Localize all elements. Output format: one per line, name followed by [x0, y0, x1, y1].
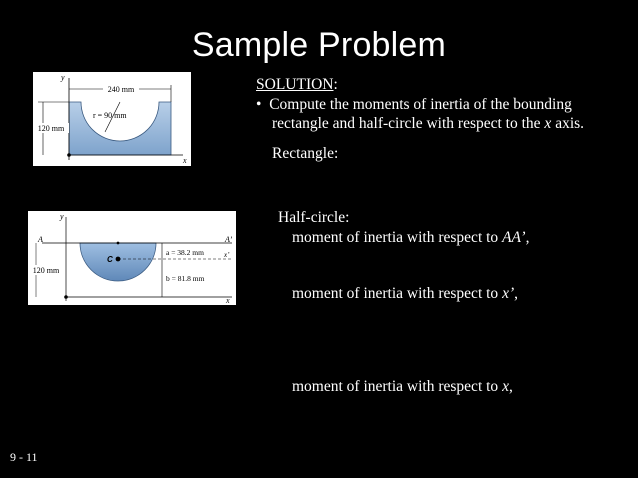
fig2-height-label: 120 mm	[32, 266, 60, 275]
fig2-x-label: x	[226, 296, 230, 305]
bullet-line-1: • Compute the moments of inertia of the bounding	[256, 96, 572, 113]
moment-xprime-line: moment of inertia with respect to x’,	[292, 285, 518, 302]
fig2-a-dim-label: a = 38.2 mm	[166, 248, 204, 257]
slide-number: 9 - 11	[10, 450, 38, 464]
origin-point	[64, 295, 68, 299]
center-point	[117, 242, 120, 245]
bullet-line-2: rectangle and half-circle with respect to the x axis.	[272, 115, 585, 132]
moment-aa-line: moment of inertia with respect to AA’,	[292, 229, 530, 246]
solution-heading: SOLUTION:	[256, 76, 338, 93]
centroid-point	[116, 257, 121, 262]
fig1-width-label: 240 mm	[107, 85, 135, 94]
fig2-a-label: A	[38, 235, 43, 244]
rectangle-label: Rectangle:	[272, 145, 339, 162]
fig2-aprime-label: A’	[225, 235, 233, 244]
fig2-c-label: C	[107, 255, 113, 264]
fig2-xprime-label: x’	[224, 251, 230, 259]
figure-half-circle	[28, 211, 236, 305]
figure-rectangle-with-cutout	[33, 72, 191, 166]
half-circle-label: Half-circle:	[278, 209, 350, 226]
fig2-b-dim-label: b = 81.8 mm	[166, 274, 205, 283]
fig1-height-label: 120 mm	[37, 124, 65, 133]
moment-x-line: moment of inertia with respect to x,	[292, 378, 513, 395]
fig1-x-label: x	[183, 156, 187, 165]
fig1-y-label: y	[61, 73, 65, 82]
fig1-radius-label: r = 90 mm	[93, 111, 127, 120]
origin-point	[67, 153, 71, 157]
slide-title: Sample Problem	[191, 26, 447, 64]
bullet-symbol: •	[256, 96, 262, 113]
fig2-y-label: y	[60, 212, 64, 221]
